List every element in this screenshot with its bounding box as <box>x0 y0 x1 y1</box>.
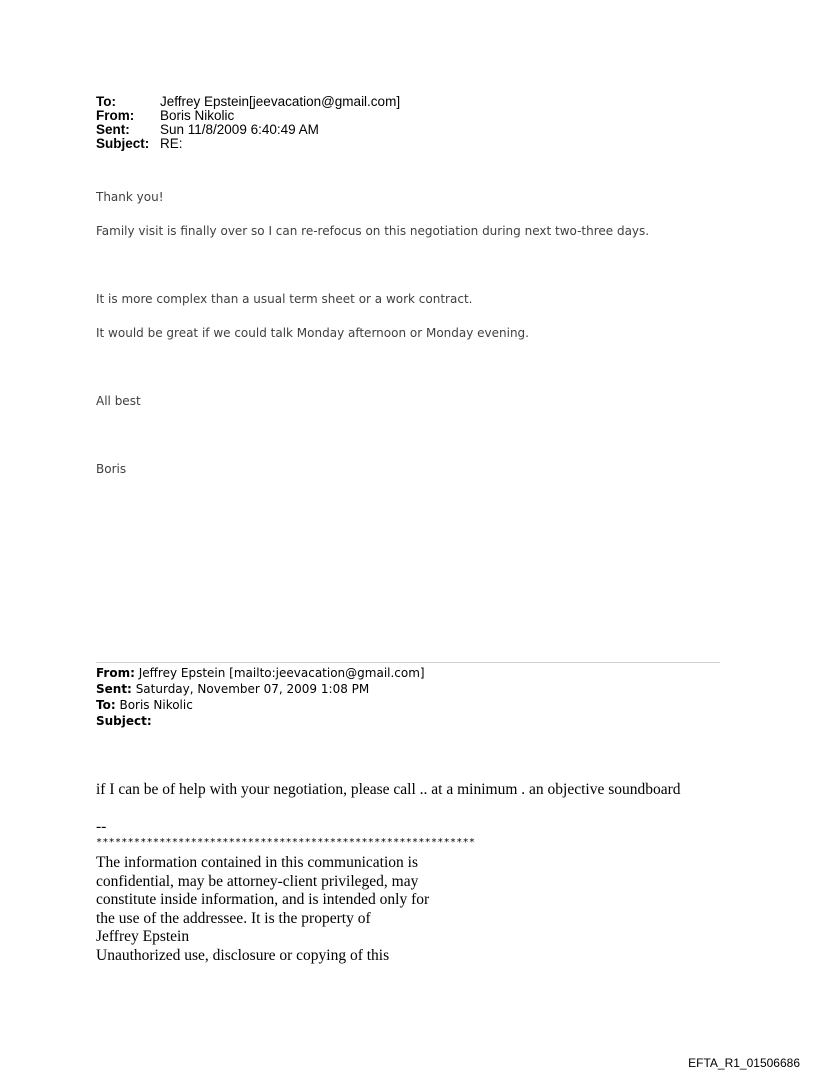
disclaimer-line: Jeffrey Epstein <box>96 928 190 945</box>
sent-label: Sent: <box>96 122 130 137</box>
signature-stars: ************************************************************ <box>96 837 476 848</box>
email-header <box>96 95 400 151</box>
disclaimer <box>96 854 429 965</box>
quoted-sent-value: Saturday, November 07, 2009 1:08 PM <box>135 682 370 696</box>
quoted-from-label: From: <box>96 666 135 680</box>
quoted-from-row <box>96 665 425 681</box>
header-to-row <box>96 95 400 109</box>
reply-line-complex: It is more complex than a usual term sheet or a work contract. <box>96 292 473 306</box>
quoted-subject-row <box>96 713 425 729</box>
subject-value: RE: <box>160 136 183 151</box>
disclaimer-line: Unauthorized use, disclosure or copying of this <box>96 946 390 964</box>
from-label: From: <box>96 108 135 123</box>
header-from-row <box>96 109 400 123</box>
header-sent-row <box>96 123 400 137</box>
reply-closing: All best <box>96 394 141 408</box>
reply-signature: Boris <box>96 462 127 476</box>
sent-value: Sun 11/8/2009 6:40:49 AM <box>160 122 319 137</box>
quoted-message: if I can be of help with your negotiation, please call .. at a minimum . an objective soundboard <box>96 781 681 798</box>
quoted-to-value: Boris Nikolic <box>119 698 193 712</box>
quoted-to-label: To: <box>96 698 116 712</box>
reply-line-thanks: Thank you! <box>96 190 164 204</box>
document-id: EFTA_R1_01506686 <box>688 1056 800 1070</box>
from-value: Boris Nikolic <box>160 108 235 123</box>
signature-dashes: -- <box>96 818 107 835</box>
to-value: Jeffrey Epstein[jeevacation@gmail.com] <box>160 94 401 109</box>
header-subject-row <box>96 137 400 151</box>
reply-line-family: Family visit is finally over so I can re-refocus on this negotiation during next two-three days. <box>96 224 650 238</box>
quoted-from-value: Jeffrey Epstein [mailto:jeevacation@gmail.com] <box>138 666 425 680</box>
reply-line-talk: It would be great if we could talk Monday afternoon or Monday evening. <box>96 326 529 340</box>
disclaimer-line: The information contained in this communication is <box>96 854 418 871</box>
quoted-subject-label: Subject: <box>96 714 152 728</box>
disclaimer-line: constitute inside information, and is intended only for <box>96 891 430 908</box>
subject-label: Subject: <box>96 136 150 151</box>
quote-divider <box>96 662 720 663</box>
quoted-sent-label: Sent: <box>96 682 132 696</box>
quoted-header <box>96 665 425 729</box>
to-label: To: <box>96 94 116 109</box>
quoted-to-row <box>96 697 425 713</box>
disclaimer-line: the use of the addressee. It is the property of <box>96 909 371 927</box>
quoted-sent-row <box>96 681 425 697</box>
disclaimer-line: confidential, may be attorney-client privileged, may <box>96 872 419 890</box>
